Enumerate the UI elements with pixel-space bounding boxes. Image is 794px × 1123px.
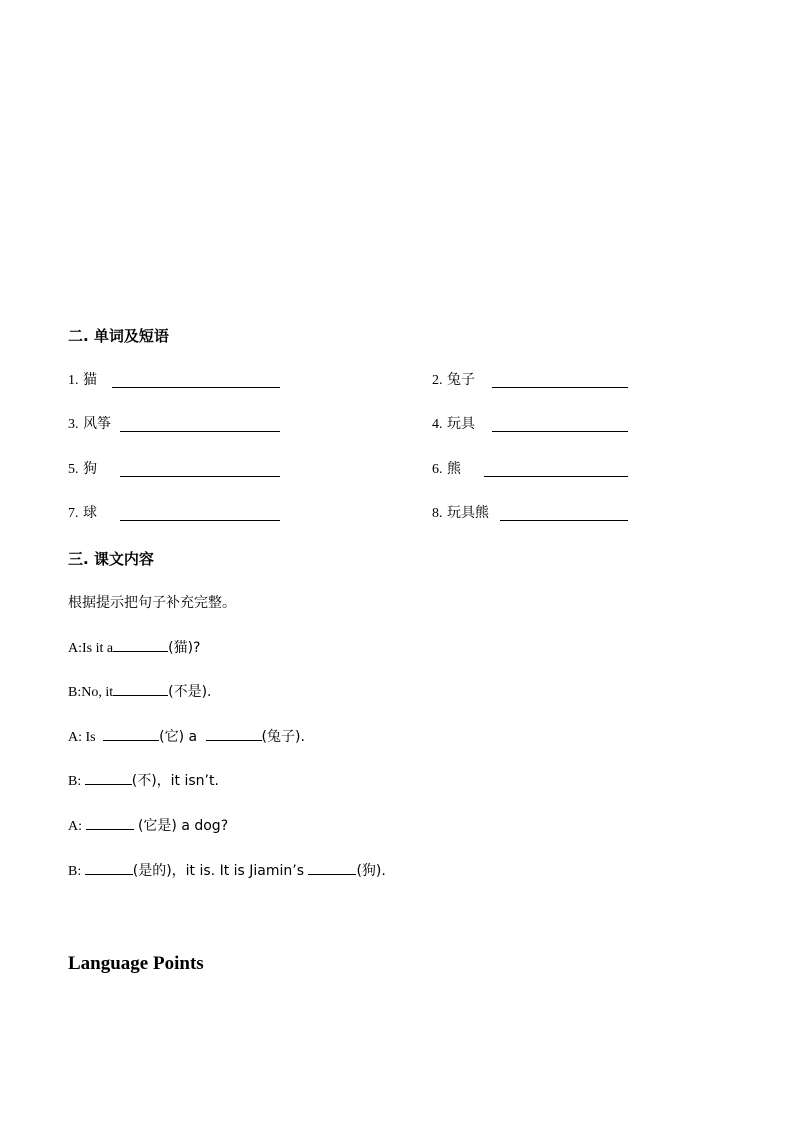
dialogue-hint: (猫)?: [168, 640, 201, 656]
vocab-number: 5.: [68, 462, 79, 477]
vocab-word: 狗: [82, 461, 97, 477]
dialogue-line-4: [68, 770, 219, 790]
vocab-item-2: [432, 370, 475, 390]
dialogue-hint: (不)，it isn’t.: [131, 773, 219, 789]
vocab-number: 4.: [432, 417, 443, 432]
vocab-blank-2[interactable]: [492, 387, 628, 388]
vocab-word: 兔子: [446, 372, 475, 388]
dialogue-hint: (狗).: [356, 863, 386, 879]
vocab-section-heading: 二. 单词及短语: [68, 327, 169, 345]
vocab-word: 玩具: [446, 416, 475, 432]
vocab-number: 3.: [68, 417, 79, 432]
answer-blank[interactable]: [113, 681, 168, 696]
dialogue-hint: (它是) a dog?: [133, 818, 229, 834]
vocab-item-5: [68, 459, 97, 479]
answer-blank[interactable]: [103, 726, 159, 741]
vocab-number: 8.: [432, 506, 443, 521]
instruction-text: 根据提示把句子补充完整。: [68, 595, 236, 611]
vocab-number: 2.: [432, 373, 443, 388]
vocab-number: 6.: [432, 462, 443, 477]
vocab-word: 风筝: [82, 416, 111, 432]
dialogue-text: A:Is it a: [68, 641, 114, 656]
vocab-word: 熊: [446, 461, 461, 477]
vocab-blank-6[interactable]: [484, 476, 628, 477]
dialogue-line-2: [68, 681, 212, 701]
dialogue-line-3: [68, 726, 305, 746]
text-section-heading: 三. 课文内容: [68, 550, 154, 568]
vocab-word: 猫: [82, 372, 97, 388]
dialogue-text: B:: [68, 774, 85, 789]
answer-blank[interactable]: [86, 815, 134, 830]
answer-blank[interactable]: [113, 637, 168, 652]
vocab-item-7: [68, 503, 97, 523]
vocab-item-4: [432, 414, 475, 434]
vocab-blank-4[interactable]: [492, 431, 628, 432]
dialogue-hint: (是的)，it is. It is Jiamin’s: [132, 863, 309, 879]
vocab-item-1: [68, 370, 97, 390]
dialogue-hint: (兔子).: [261, 729, 305, 745]
dialogue-text: B:: [68, 864, 85, 879]
vocab-blank-3[interactable]: [120, 431, 280, 432]
dialogue-hint: (它) a: [159, 729, 202, 745]
dialogue-line-5: [68, 815, 228, 835]
dialogue-line-6: [68, 860, 386, 880]
vocab-item-8: [432, 503, 489, 523]
language-points-heading: Language Points: [68, 953, 204, 974]
vocab-blank-5[interactable]: [120, 476, 280, 477]
vocab-item-6: [432, 459, 461, 479]
answer-blank[interactable]: [85, 860, 133, 875]
dialogue-text: A: Is: [68, 730, 100, 745]
answer-blank[interactable]: [85, 770, 132, 785]
dialogue-hint: (不是).: [168, 684, 212, 700]
vocab-blank-1[interactable]: [112, 387, 280, 388]
vocab-word: 玩具熊: [446, 505, 489, 521]
vocab-word: 球: [82, 505, 97, 521]
vocab-number: 7.: [68, 506, 79, 521]
dialogue-text: B:No, it: [68, 685, 114, 700]
vocab-item-3: [68, 414, 111, 434]
dialogue-text: A:: [68, 819, 86, 834]
vocab-number: 1.: [68, 373, 79, 388]
answer-blank[interactable]: [206, 726, 262, 741]
vocab-blank-7[interactable]: [120, 520, 280, 521]
answer-blank[interactable]: [308, 860, 356, 875]
dialogue-line-1: [68, 637, 200, 657]
vocab-blank-8[interactable]: [500, 520, 628, 521]
